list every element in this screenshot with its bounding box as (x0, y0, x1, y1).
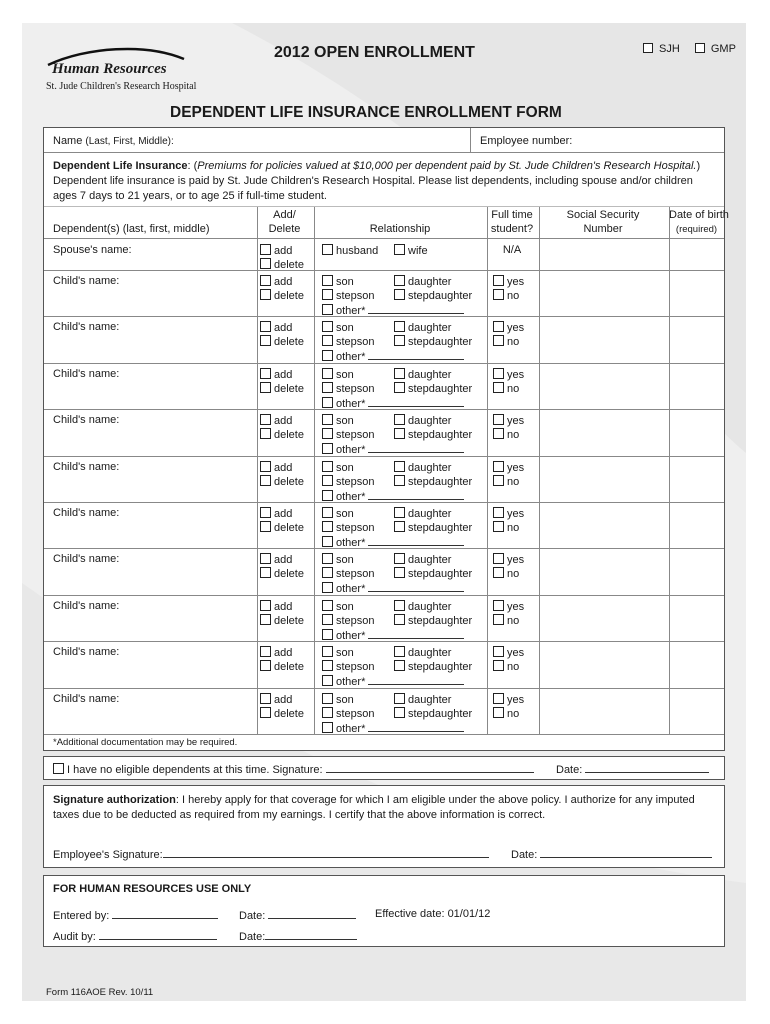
checkbox-icon[interactable] (53, 763, 64, 774)
child-delete-option[interactable]: delete (260, 660, 304, 673)
other-line[interactable] (368, 396, 464, 407)
fulltime-no-option[interactable]: no (493, 289, 519, 302)
site-option-sjh[interactable]: SJH (643, 43, 686, 55)
other-line[interactable] (368, 303, 464, 314)
divider (470, 128, 471, 152)
child-name-field[interactable]: Child's name: (53, 693, 120, 705)
stepson-option[interactable]: stepson (322, 567, 375, 580)
signature-authorization (43, 785, 725, 868)
checkbox-icon[interactable] (260, 553, 271, 564)
husband-option[interactable]: husband (322, 244, 378, 257)
checkbox-icon[interactable] (260, 693, 271, 704)
checkbox-icon[interactable] (322, 443, 333, 454)
logo-title: Human Resources (52, 61, 167, 77)
checkbox-icon[interactable] (394, 553, 405, 564)
checkbox-icon[interactable] (260, 646, 271, 657)
fulltime-yes-option[interactable]: yes (493, 321, 524, 334)
audit-by-line[interactable] (99, 929, 217, 940)
son-option[interactable]: son (322, 461, 354, 474)
checkbox-icon[interactable] (322, 304, 333, 315)
no-dependents-row (43, 756, 725, 780)
col-header-fulltime: Full time (491, 209, 533, 221)
stepdaughter-option[interactable]: stepdaughter (394, 567, 472, 580)
son-option[interactable]: son (322, 368, 354, 381)
other-option[interactable]: other* (322, 581, 464, 595)
checkbox-icon[interactable] (322, 567, 333, 578)
entered-date-field[interactable]: Date: (239, 908, 356, 922)
child-name-field[interactable]: Child's name: (53, 553, 120, 565)
checkbox-icon[interactable] (260, 414, 271, 425)
child-add-option[interactable]: add (260, 461, 292, 474)
stepson-option[interactable]: stepson (322, 428, 375, 441)
employee-number-field[interactable]: Employee number: (480, 135, 573, 147)
checkbox-icon[interactable] (322, 582, 333, 593)
checkbox-icon[interactable] (394, 335, 405, 346)
intro-line-3: ages 7 days to 21 years, or to age 25 if full-time student. (53, 190, 327, 202)
fulltime-no-option[interactable]: no (493, 475, 519, 488)
checkbox-icon[interactable] (322, 600, 333, 611)
checkbox-icon[interactable] (493, 521, 504, 532)
son-option[interactable]: son (322, 600, 354, 613)
checkbox-icon[interactable] (322, 382, 333, 393)
other-option[interactable]: other* (322, 303, 464, 317)
checkbox-icon[interactable] (322, 289, 333, 300)
employee-name-field[interactable]: Name (Last, First, Middle): (53, 135, 174, 147)
checkbox-icon[interactable] (322, 397, 333, 408)
checkbox-icon[interactable] (322, 646, 333, 657)
other-option[interactable]: other* (322, 349, 464, 363)
daughter-option[interactable]: daughter (394, 368, 451, 381)
other-line[interactable] (368, 581, 464, 592)
table-row-child (44, 456, 724, 502)
date-line[interactable] (265, 929, 357, 940)
child-add-option[interactable]: add (260, 600, 292, 613)
child-name-field[interactable]: Child's name: (53, 368, 120, 380)
checkbox-icon[interactable] (493, 335, 504, 346)
checkbox-icon[interactable] (322, 350, 333, 361)
son-option[interactable]: son (322, 693, 354, 706)
checkbox-icon[interactable] (493, 275, 504, 286)
child-name-field[interactable]: Child's name: (53, 646, 120, 658)
child-delete-option[interactable]: delete (260, 475, 304, 488)
stepson-option[interactable]: stepson (322, 382, 375, 395)
checkbox-icon[interactable] (394, 567, 405, 578)
intro-line-1: Dependent Life Insurance: (Premiums for policies valued at $10,000 per dependent paid by St. Jude Children's Research Hospital.) (53, 160, 701, 172)
checkbox-icon[interactable] (322, 507, 333, 518)
child-name-field[interactable]: Child's name: (53, 275, 120, 287)
checkbox-icon[interactable] (493, 614, 504, 625)
fulltime-no-option[interactable]: no (493, 567, 519, 580)
page-title: 2012 OPEN ENROLLMENT (274, 44, 475, 61)
authorization-line-1: Signature authorization: I hereby apply for that coverage for which I am eligible under the above policy. I authorize for any imputed (53, 794, 695, 806)
checkbox-icon[interactable] (260, 614, 271, 625)
checkbox-icon[interactable] (493, 707, 504, 718)
daughter-option[interactable]: daughter (394, 600, 451, 613)
table-row-child (44, 595, 724, 641)
daughter-option[interactable]: daughter (394, 693, 451, 706)
checkbox-icon[interactable] (394, 428, 405, 439)
child-delete-option[interactable]: delete (260, 707, 304, 720)
spouse-name-field[interactable]: Spouse's name: (53, 244, 132, 256)
date-line[interactable] (268, 908, 356, 919)
son-option[interactable]: son (322, 507, 354, 520)
checkbox-icon[interactable] (493, 600, 504, 611)
checkbox-icon[interactable] (322, 321, 333, 332)
daughter-option[interactable]: daughter (394, 461, 451, 474)
checkbox-icon[interactable] (322, 244, 333, 255)
fulltime-no-option[interactable]: no (493, 660, 519, 673)
checkbox-icon[interactable] (260, 507, 271, 518)
checkbox-icon[interactable] (260, 707, 271, 718)
checkbox-icon[interactable] (394, 414, 405, 425)
spouse-fulltime-na: N/A (502, 244, 522, 256)
divider (44, 206, 724, 207)
child-delete-option[interactable]: delete (260, 335, 304, 348)
checkbox-icon[interactable] (260, 660, 271, 671)
spouse-delete-option[interactable]: delete (260, 258, 304, 271)
no-dependents-signature-line[interactable] (326, 762, 534, 773)
child-name-field[interactable]: Child's name: (53, 321, 120, 333)
table-row-child (44, 548, 724, 594)
checkbox-icon[interactable] (493, 567, 504, 578)
checkbox-icon[interactable] (394, 660, 405, 671)
child-add-option[interactable]: add (260, 507, 292, 520)
checkbox-icon[interactable] (260, 428, 271, 439)
other-option[interactable]: other* (322, 628, 464, 642)
checkbox-icon[interactable] (493, 414, 504, 425)
table-row-child (44, 363, 724, 409)
checkbox-icon[interactable] (394, 368, 405, 379)
checkbox-icon[interactable] (260, 600, 271, 611)
checkbox-icon[interactable] (322, 614, 333, 625)
checkbox-icon[interactable] (322, 368, 333, 379)
logo-subtitle: St. Jude Children's Research Hospital (46, 81, 197, 92)
checkbox-icon[interactable] (695, 43, 705, 53)
fulltime-yes-option[interactable]: yes (493, 646, 524, 659)
checkbox-icon[interactable] (394, 507, 405, 518)
other-line[interactable] (368, 628, 464, 639)
checkbox-icon[interactable] (493, 475, 504, 486)
son-option[interactable]: son (322, 414, 354, 427)
checkbox-icon[interactable] (322, 722, 333, 733)
stepdaughter-option[interactable]: stepdaughter (394, 614, 472, 627)
checkbox-icon[interactable] (493, 553, 504, 564)
fulltime-yes-option[interactable]: yes (493, 368, 524, 381)
fulltime-yes-option[interactable]: yes (493, 461, 524, 474)
intro-line-2: Dependent life insurance is paid by St. Jude Children's Research Hospital. Please list dependents, including spouse and/or children (53, 175, 693, 187)
checkbox-icon[interactable] (394, 289, 405, 300)
checkbox-icon[interactable] (260, 521, 271, 532)
col-header-dependents: Dependent(s) (last, first, middle) (53, 223, 210, 235)
checkbox-icon[interactable] (322, 428, 333, 439)
child-add-option[interactable]: add (260, 553, 292, 566)
checkbox-icon[interactable] (322, 536, 333, 547)
other-line[interactable] (368, 442, 464, 453)
entered-by-field[interactable]: Entered by: (53, 908, 218, 922)
checkbox-icon[interactable] (394, 321, 405, 332)
date-line[interactable] (540, 847, 712, 858)
fulltime-no-option[interactable]: no (493, 707, 519, 720)
stepdaughter-option[interactable]: stepdaughter (394, 707, 472, 720)
son-option[interactable]: son (322, 321, 354, 334)
fulltime-yes-option[interactable]: yes (493, 414, 524, 427)
checkbox-icon[interactable] (322, 414, 333, 425)
daughter-option[interactable]: daughter (394, 553, 451, 566)
checkbox-icon[interactable] (394, 600, 405, 611)
fulltime-yes-option[interactable]: yes (493, 693, 524, 706)
entered-by-line[interactable] (112, 908, 218, 919)
other-option[interactable]: other* (322, 674, 464, 688)
stepdaughter-option[interactable]: stepdaughter (394, 521, 472, 534)
checkbox-icon[interactable] (394, 475, 405, 486)
stepdaughter-option[interactable]: stepdaughter (394, 475, 472, 488)
son-option[interactable]: son (322, 275, 354, 288)
checkbox-icon[interactable] (322, 521, 333, 532)
stepson-option[interactable]: stepson (322, 475, 375, 488)
checkbox-icon[interactable] (260, 567, 271, 578)
checkbox-icon[interactable] (260, 368, 271, 379)
daughter-option[interactable]: daughter (394, 275, 451, 288)
checkbox-icon[interactable] (322, 660, 333, 671)
checkbox-icon[interactable] (322, 461, 333, 472)
checkbox-icon[interactable] (322, 629, 333, 640)
stepson-option[interactable]: stepson (322, 289, 375, 302)
checkbox-icon[interactable] (394, 244, 405, 255)
divider (44, 734, 724, 735)
checkbox-icon[interactable] (493, 368, 504, 379)
checkbox-icon[interactable] (260, 335, 271, 346)
form-number: Form 116AOE Rev. 10/11 (46, 987, 154, 998)
checkbox-icon[interactable] (394, 646, 405, 657)
fulltime-no-option[interactable]: no (493, 428, 519, 441)
stepson-option[interactable]: stepson (322, 660, 375, 673)
checkbox-icon[interactable] (394, 461, 405, 472)
son-option[interactable]: son (322, 553, 354, 566)
date-line[interactable] (585, 762, 709, 773)
checkbox-icon[interactable] (493, 428, 504, 439)
no-dependents-option[interactable]: I have no eligible dependents at this time. Signature: (53, 762, 534, 776)
other-line[interactable] (368, 349, 464, 360)
stepson-option[interactable]: stepson (322, 335, 375, 348)
authorization-date-field[interactable]: Date: (511, 847, 712, 861)
form-title: DEPENDENT LIFE INSURANCE ENROLLMENT FORM (170, 104, 562, 121)
checkbox-icon[interactable] (493, 461, 504, 472)
daughter-option[interactable]: daughter (394, 646, 451, 659)
child-delete-option[interactable]: delete (260, 567, 304, 580)
checkbox-icon[interactable] (394, 707, 405, 718)
site-option-gmp[interactable]: GMP (695, 43, 742, 55)
checkbox-icon[interactable] (322, 475, 333, 486)
hr-use-heading: FOR HUMAN RESOURCES USE ONLY (53, 883, 252, 895)
col-header-dob-required: (required) (675, 224, 718, 235)
child-delete-option[interactable]: delete (260, 289, 304, 302)
child-name-field[interactable]: Child's name: (53, 461, 120, 473)
checkbox-icon[interactable] (322, 275, 333, 286)
checkbox-icon[interactable] (322, 675, 333, 686)
wife-option[interactable]: wife (394, 244, 428, 257)
child-delete-option[interactable]: delete (260, 614, 304, 627)
form-page (22, 23, 746, 1001)
other-line[interactable] (368, 489, 464, 500)
col-header-delete: Delete (268, 223, 301, 235)
other-option[interactable]: other* (322, 442, 464, 456)
checkbox-icon[interactable] (260, 289, 271, 300)
fulltime-no-option[interactable]: no (493, 521, 519, 534)
child-add-option[interactable]: add (260, 321, 292, 334)
checkbox-icon[interactable] (493, 693, 504, 704)
child-delete-option[interactable]: delete (260, 521, 304, 534)
checkbox-icon[interactable] (394, 693, 405, 704)
checkbox-icon[interactable] (322, 693, 333, 704)
child-delete-option[interactable]: delete (260, 428, 304, 441)
stepson-option[interactable]: stepson (322, 707, 375, 720)
stepdaughter-option[interactable]: stepdaughter (394, 428, 472, 441)
checkbox-icon[interactable] (394, 614, 405, 625)
stepdaughter-option[interactable]: stepdaughter (394, 335, 472, 348)
stepdaughter-option[interactable]: stepdaughter (394, 289, 472, 302)
other-line[interactable] (368, 535, 464, 546)
child-delete-option[interactable]: delete (260, 382, 304, 395)
checkbox-icon[interactable] (643, 43, 653, 53)
daughter-option[interactable]: daughter (394, 414, 451, 427)
effective-date: Effective date: 01/01/12 (375, 908, 491, 920)
son-option[interactable]: son (322, 646, 354, 659)
checkbox-icon[interactable] (260, 258, 271, 269)
child-add-option[interactable]: add (260, 646, 292, 659)
checkbox-icon[interactable] (493, 289, 504, 300)
col-header-student: student? (490, 223, 534, 235)
signature-line[interactable] (163, 847, 489, 858)
other-option[interactable]: other* (322, 396, 464, 410)
daughter-option[interactable]: daughter (394, 321, 451, 334)
audit-by-field[interactable]: Audit by: (53, 929, 217, 943)
checkbox-icon[interactable] (322, 707, 333, 718)
fulltime-no-option[interactable]: no (493, 614, 519, 627)
checkbox-icon[interactable] (260, 275, 271, 286)
divider (44, 152, 724, 153)
checkbox-icon[interactable] (260, 461, 271, 472)
checkbox-icon[interactable] (322, 335, 333, 346)
checkbox-icon[interactable] (260, 382, 271, 393)
child-add-option[interactable]: add (260, 693, 292, 706)
checkbox-icon[interactable] (322, 490, 333, 501)
fulltime-yes-option[interactable]: yes (493, 507, 524, 520)
table-row-child (44, 641, 724, 687)
employee-signature-field[interactable]: Employee's Signature: (53, 847, 489, 861)
table-row-spouse (44, 238, 724, 270)
stepson-option[interactable]: stepson (322, 521, 375, 534)
fulltime-no-option[interactable]: no (493, 382, 519, 395)
other-option[interactable]: other* (322, 535, 464, 549)
stepdaughter-option[interactable]: stepdaughter (394, 660, 472, 673)
site-options (643, 43, 746, 55)
enrollment-table (43, 127, 729, 751)
table-row-child (44, 270, 724, 316)
authorization-line-2: taxes due to be deducted as required from my earnings. I certify that the above information is correct. (53, 809, 546, 821)
checkbox-icon[interactable] (322, 553, 333, 564)
other-option[interactable]: other* (322, 721, 464, 735)
footnote: *Additional documentation may be required. (53, 737, 238, 748)
stepdaughter-option[interactable]: stepdaughter (394, 382, 472, 395)
fulltime-yes-option[interactable]: yes (493, 553, 524, 566)
checkbox-icon[interactable] (394, 521, 405, 532)
checkbox-icon[interactable] (493, 646, 504, 657)
table-row-child (44, 688, 724, 734)
daughter-option[interactable]: daughter (394, 507, 451, 520)
checkbox-icon[interactable] (260, 321, 271, 332)
audit-date-field[interactable]: Date: (239, 929, 357, 943)
other-option[interactable]: other* (322, 489, 464, 503)
table-row-child (44, 409, 724, 455)
other-line[interactable] (368, 674, 464, 685)
checkbox-icon[interactable] (493, 507, 504, 518)
checkbox-icon[interactable] (493, 382, 504, 393)
fulltime-yes-option[interactable]: yes (493, 600, 524, 613)
checkbox-icon[interactable] (493, 321, 504, 332)
col-header-ssn-number: Number (583, 223, 623, 235)
checkbox-icon[interactable] (260, 244, 271, 255)
fulltime-no-option[interactable]: no (493, 335, 519, 348)
fulltime-yes-option[interactable]: yes (493, 275, 524, 288)
child-name-field[interactable]: Child's name: (53, 507, 120, 519)
checkbox-icon[interactable] (493, 660, 504, 671)
no-dependents-date-field[interactable]: Date: (556, 762, 709, 776)
child-add-option[interactable]: add (260, 368, 292, 381)
col-header-dob: Date of birth (669, 209, 729, 221)
child-add-option[interactable]: add (260, 275, 292, 288)
child-name-field[interactable]: Child's name: (53, 414, 120, 426)
child-add-option[interactable]: add (260, 414, 292, 427)
child-name-field[interactable]: Child's name: (53, 600, 120, 612)
spouse-add-option[interactable]: add (260, 244, 292, 257)
stepson-option[interactable]: stepson (322, 614, 375, 627)
checkbox-icon[interactable] (394, 382, 405, 393)
col-header-relationship: Relationship (369, 223, 431, 235)
checkbox-icon[interactable] (260, 475, 271, 486)
checkbox-icon[interactable] (394, 275, 405, 286)
col-header-ssn: Social Security (566, 209, 640, 221)
other-line[interactable] (368, 721, 464, 732)
table-row-child (44, 316, 724, 362)
hr-use-only (43, 875, 725, 947)
col-header-add: Add/ (273, 209, 296, 221)
table-row-child (44, 502, 724, 548)
